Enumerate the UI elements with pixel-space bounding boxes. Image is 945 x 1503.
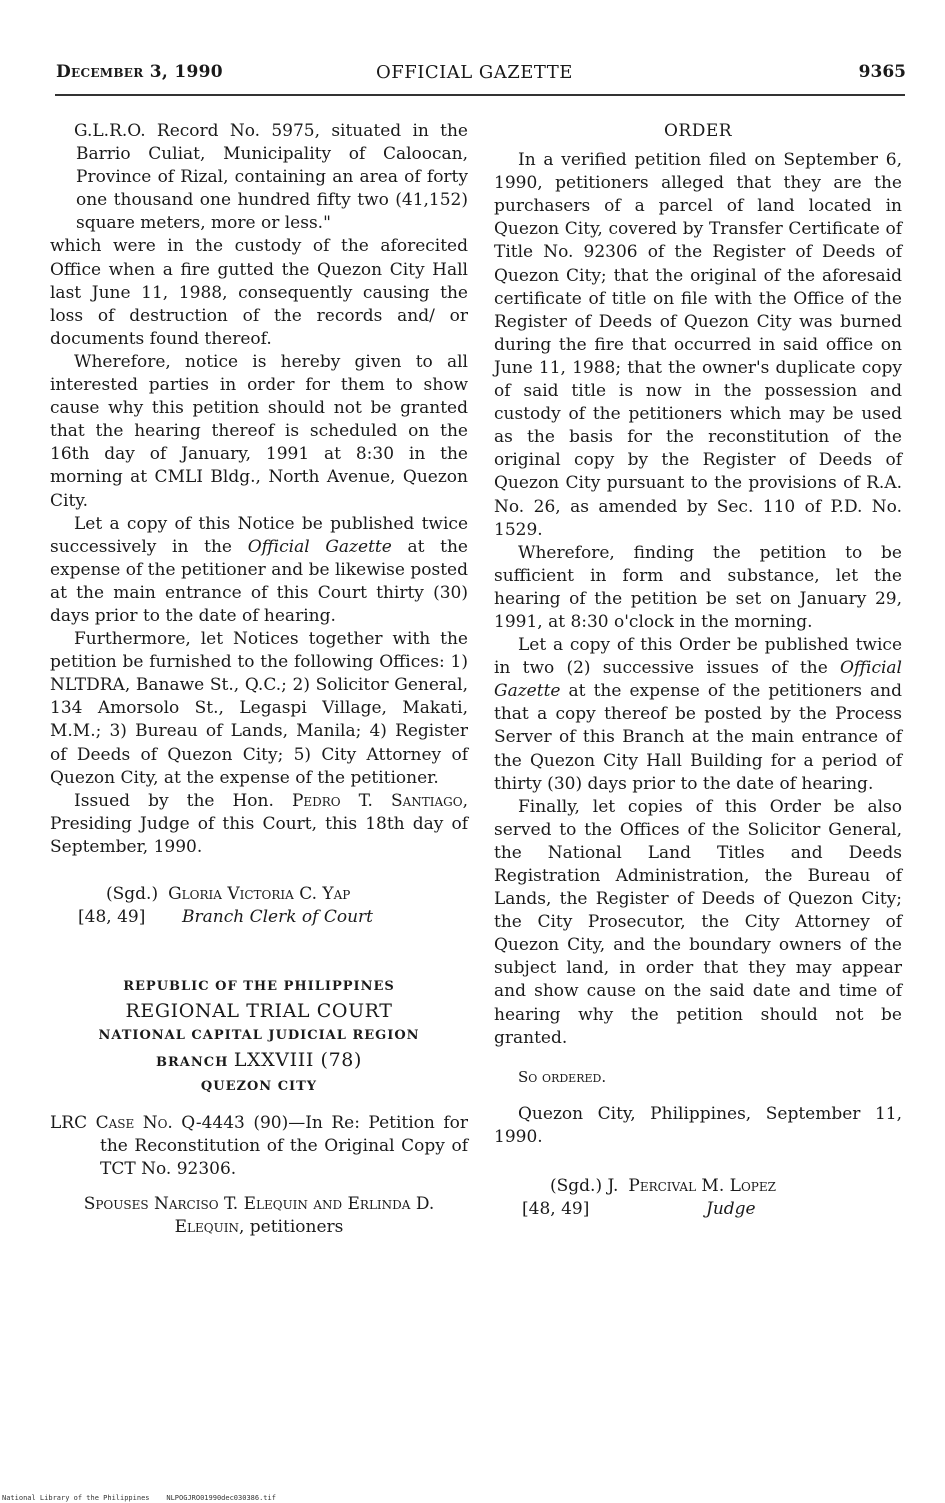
signed-mark: (Sgd.) J. [550,1176,619,1197]
running-header [56,62,906,86]
header-title: OFFICIAL GAZETTE [376,62,573,83]
right-column [494,120,902,1221]
left-column [50,120,468,1239]
paragraph: In a verified petition filed on September 6, 1990, petitioners alleged that they are the purchasers of a parcel of land located in Quezon City, covered by Transfer Certificate of Title No. 92306 of the Register of Deeds of Quezon City; that the original of the aforesaid certificate of title on file with the Office of the Register of Deeds of Quezon City was burned during the fire that occurred in said office on June 11, 1988; that the owner's duplicate copy of said title is now in the possession and custody of the petitioners which may be used as the basis for the reconstitution of the original copy by the Register of Deeds of Quezon City pursuant to the provisions of R.A. No. 26, as amended by Sec. 110 of P.D. No. 1529. [494,150,902,540]
petitioners-line [50,1193,468,1239]
clerk-signature [50,883,468,929]
court-heading [50,975,468,1099]
issue-number: [48, 49] [522,1199,590,1220]
continued-paragraph: G.L.R.O. Record No. 5975, situated in the Barrio Culiat, Municipality of Caloocan, Province of Rizal, containing an area of forty one thousand one hundred fifty two (41,152) square meters, more or less." [74,121,468,234]
court-name: REGIONAL TRIAL COURT [125,1000,393,1023]
signatory-title: Judge [706,1199,756,1220]
paragraph: Wherefore, notice is hereby given to all interested parties in order for them to show cause why this petition should not be granted that the hearing thereof is scheduled on the 16th day of January, 1991 at 8:30 in the morning at CMLI Bldg., North Avenue, Quezon City. [50,351,468,511]
gazette-name: Official Gazette [494,658,902,702]
text-run: at the expense of the petitioners and that a copy thereof be posted by the Process Server of this Branch at the main entrance of the Quezon City Hall Building for a period of thirty (30) days prior to the date of hearing. [494,681,902,794]
signatory-name: Gloria Victoria C. Yap [168,884,351,904]
paragraph: Furthermore, let Notices together with the petition be furnished to the following Offices: 1) NLTDRA, Banawe St., Q.C.; 2) Solicitor General, 134 Amorsolo St., Legaspi Village, Makati, M.M.; 3) Bureau of Lands, Manila; 4) Register of Deeds of Quezon City; 5) City Attorney of Quezon City, at the expense of the petitioner. [50,629,468,788]
issue-number: [48, 49] [78,907,146,928]
petitioner-role: , petitioners [238,1217,344,1238]
paragraph [494,634,902,796]
scan-footer [2,1494,276,1502]
text-run: Let a copy of this Notice be published twice successively in the [50,513,468,557]
republic-line: REPUBLIC OF THE PHILIPPINES [123,979,395,995]
paragraph: Wherefore, finding the petition to be sufficient in form and substance, let the hearing of the petition be set on January 29, 1991, at 8:30 o'clock in the morning. [494,542,902,632]
text-run: at the expense of the petitioner and be likewise posted at the main entrance of this Court thirty (30) days prior to the date of hearing. [50,536,468,626]
so-ordered: So ordered. [518,1067,607,1086]
case-title: —In Re: Petition for the Reconstitution of the Original Copy of TCT No. 92306. [100,1112,468,1179]
branch-label: BRANCH [156,1055,229,1071]
paragraph [50,790,468,859]
case-caption [50,1112,468,1181]
header-page-number: 9365 [858,62,906,82]
judge-name: Pedro T. Santiago [291,790,463,811]
text-run: , Presiding Judge of this Court, this 18th day of September, 1990. [50,790,468,857]
place-date: Quezon City, Philippines, September 11, 1990. [494,1103,902,1147]
order-heading: ORDER [663,121,733,141]
file-name: NLPOGJRO01990dec030386.tif [166,1494,276,1502]
signatory-title: Branch Clerk of Court [182,907,373,928]
petitioner-names: Spouses Narciso T. Elequin and Erlinda D. Elequin [83,1193,435,1238]
judge-signature [494,1175,902,1221]
header-date: December 3, 1990 [56,62,223,82]
case-number: LRC Case No. Q-4443 (90) [50,1112,289,1133]
text-run: Issued by the Hon. [74,790,292,811]
header-rule [55,94,905,96]
region-line: NATIONAL CAPITAL JUDICIAL REGION [98,1027,420,1043]
branch-number: LXXVIII (78) [233,1049,362,1072]
city-line: QUEZON CITY [200,1079,318,1095]
library-name: National Library of the Philippines [2,1494,150,1502]
paragraph: Finally, let copies of this Order be also served to the Offices of the Solicitor General, the National Land Titles and Deeds Registration Administration, the Bureau of Lands, the Register of Deeds of Quezon City; the City Prosecutor, the City Attorney of Quezon City, and the boundary owners of the subject land, in order that they may appear and show cause on the said date and time of hearing why the petition should not be granted. [494,796,902,1048]
signed-mark: (Sgd.) [106,884,159,904]
gazette-name: Official Gazette [247,536,392,557]
paragraph: which were in the custody of the aforecited Office when a fire gutted the Quezon City Hall last June 11, 1988, consequently causing the loss of destruction of the records and/ or documents found thereof. [50,236,468,349]
paragraph [50,513,468,628]
text-run: Let a copy of this Order be published twice in two (2) successive issues of the [494,635,902,679]
signatory-name: Percival M. Lopez [628,1176,776,1197]
